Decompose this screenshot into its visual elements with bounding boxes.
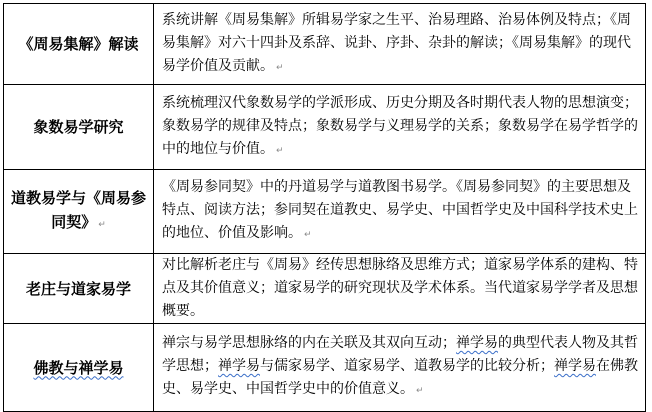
table-row: [4, 85, 646, 170]
course-title: 老庄与道家易学: [25, 279, 131, 298]
paragraph-mark-icon: ↵: [416, 386, 424, 396]
course-description-part: 禅宗与易学思想脉络的内在关联及其双向互动；: [162, 335, 456, 351]
course-description-part: 禅学易: [456, 335, 498, 351]
course-description: 对比解析老庄与《周易》经传思想脉络及思维方式；道家易学体系的建构、特点及其价值意义；道家易学的研究现状及学术体系。当代道家易学学者及思想概要。: [162, 257, 638, 319]
course-desc-cell: [154, 324, 646, 412]
course-description: 系统梳理汉代象数易学的学派形成、历史分期及各时期代表人物的思想演变；象数易学的规律及特点；象数易学与义理易学的关系；象数易学在易学哲学的中的地位与价值。: [162, 94, 638, 157]
course-title: 象数易学研究: [33, 118, 124, 136]
course-description-part: 禅学易: [218, 358, 260, 374]
course-title-cell: [4, 254, 154, 324]
paragraph-mark-icon: ↵: [98, 220, 106, 230]
course-title: 道教易学与《周易参同契》: [10, 189, 146, 231]
course-title-cell: [4, 85, 154, 170]
paragraph-mark-icon: ↵: [304, 230, 312, 240]
course-desc-cell: [154, 4, 646, 85]
course-title: 《周易集解》解读: [18, 35, 139, 53]
table-row: [4, 254, 646, 324]
course-description: 《周易参同契》中的丹道易学与道教图书易学。《周易参同契》的主要思想及特点、阅读方法；参同契在道教史、易学史、中国哲学史及中国科学技术史上的地位、价值及影响。: [162, 179, 638, 241]
course-table: [3, 3, 646, 412]
course-description-part: 禅学易: [554, 358, 596, 374]
course-title-cell: [4, 170, 154, 254]
paragraph-mark-icon: ↵: [276, 145, 284, 156]
course-title: 佛教与禅学易: [33, 358, 124, 377]
paragraph-mark-icon: ↵: [276, 62, 284, 73]
course-title-cell: [4, 324, 154, 412]
course-description-part: 在佛教史、易学史、中国哲学史中的价值意义。: [162, 358, 638, 397]
course-title-cell: [4, 4, 154, 85]
course-description-part: 与儒家易学、道家易学、道教易学的比较分析；: [260, 358, 554, 374]
course-desc-cell: [154, 85, 646, 170]
course-description-part: 的典型代表人物及其哲学思想；: [162, 335, 638, 374]
course-table-container: [3, 3, 646, 408]
table-row: [4, 4, 646, 85]
course-desc-cell: [154, 170, 646, 254]
course-description: 系统讲解《周易集解》所辑易学家之生平、治易理路、治易体例及特点；《周易集解》对六十四卦及系辞、说卦、序卦、杂卦的解读；《周易集解》的现代易学价值及贡献。: [162, 11, 631, 74]
table-row: [4, 324, 646, 412]
table-row: [4, 170, 646, 254]
course-desc-cell: [154, 254, 646, 324]
